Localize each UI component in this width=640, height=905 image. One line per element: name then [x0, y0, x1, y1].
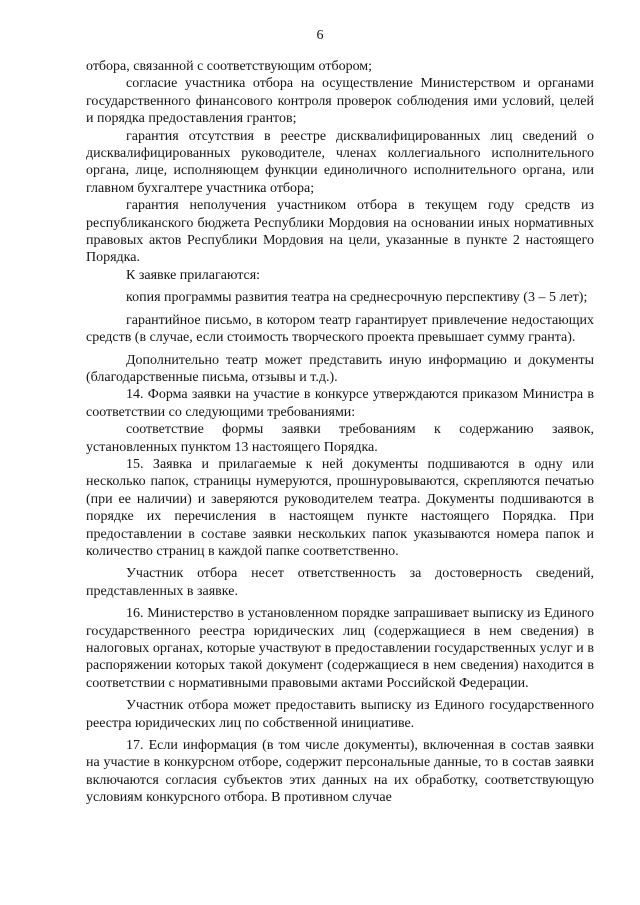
paragraph-consent-checks: согласие участника отбора на осуществление Министерством и органами государственного финансового контроля проверок соблюдения ими условий, целей и порядка предоставления грантов; [86, 76, 594, 127]
paragraph-guarantee-letter: гарантийное письмо, в котором театр гарантирует привлечение недостающих средств (в случае, если стоимость творческого проекта превышает сумму гранта). [86, 312, 594, 346]
paragraph-disqualified-registry: гарантия отсутствия в реестре дисквалифицированных лиц сведений о дисквалифицированных руководителе, членах коллегиального исполнительного органа, лице, исполняющем функции единоличного исполнительного органа, или главном бухгалтере участника отбора; [86, 128, 594, 196]
paragraph-additional-info: Дополнительно театр может представить иную информацию и документы (благодарственные письма, отзывы и т.д.). [86, 352, 594, 385]
paragraph-responsibility: Участник отбора несет ответственность за достоверность сведений, представленных в заявке. [86, 566, 594, 599]
paragraph-section-16: 16. Министерство в установленном порядке запрашивает выписку из Единого государственного реестра юридических лиц (содержащиеся в нем сведения) в налоговых органах, которые участвуют в предоставлении государственных услуг и в распоряжении которых такой документ (содержащиеся в нем сведения) находится в соответствии с нормативными правовыми актами Российской Федерации. [86, 606, 594, 691]
paragraph-section-17: 17. Если информация (в том числе документы), включенная в состав заявки на участие в конкурсном отборе, содержит персональные данные, то в состав заявки включаются согласия субъектов этих данных на их обработку, соответствующую условиям конкурсного отбора. В противном случае [86, 738, 594, 806]
paragraph-section-14: 14. Форма заявки на участие в конкурсе утверждаются приказом Министра в соответствии со следующими требованиями: [86, 387, 594, 420]
page-number: 6 [316, 28, 324, 43]
paragraph-development-program: копия программы развития театра на среднесрочную перспективу (3 – 5 лет); [126, 290, 588, 306]
paragraph-form-compliance: соответствие формы заявки требованиям к содержанию заявок, установленных пунктом 13 настоящего Порядка. [86, 422, 594, 455]
paragraph-own-initiative: Участник отбора может предоставить выписку из Единого государственного реестра юридических лиц по собственной инициативе. [86, 698, 594, 731]
document-body [86, 58, 594, 807]
paragraph-continuation: отбора, связанной с соответствующим отбором; [86, 59, 373, 74]
paragraph-attachments-heading: К заявке прилагаются: [126, 267, 261, 283]
paragraph-no-other-funds: гарантия неполучения участником отбора в текущем году средств из республиканского бюджета Республики Мордовия на основании иных нормативных правовых актов Республики Мордовия на цели, указанные в пункте 2 настоящего Порядка. [86, 198, 594, 266]
paragraph-section-15: 15. Заявка и прилагаемые к ней документы подшиваются в одну или несколько папок, страницы нумеруются, прошнуровываются, скрепляются печатью (при ее наличии) и заверяются руководителем театра. Документы подшиваются в порядке их перечисления в настоящем пункте настоящего Порядка. При предоставлении в составе заявки нескольких папок указываются номера папок и количество страниц в каждой папке соответственно. [86, 456, 594, 559]
